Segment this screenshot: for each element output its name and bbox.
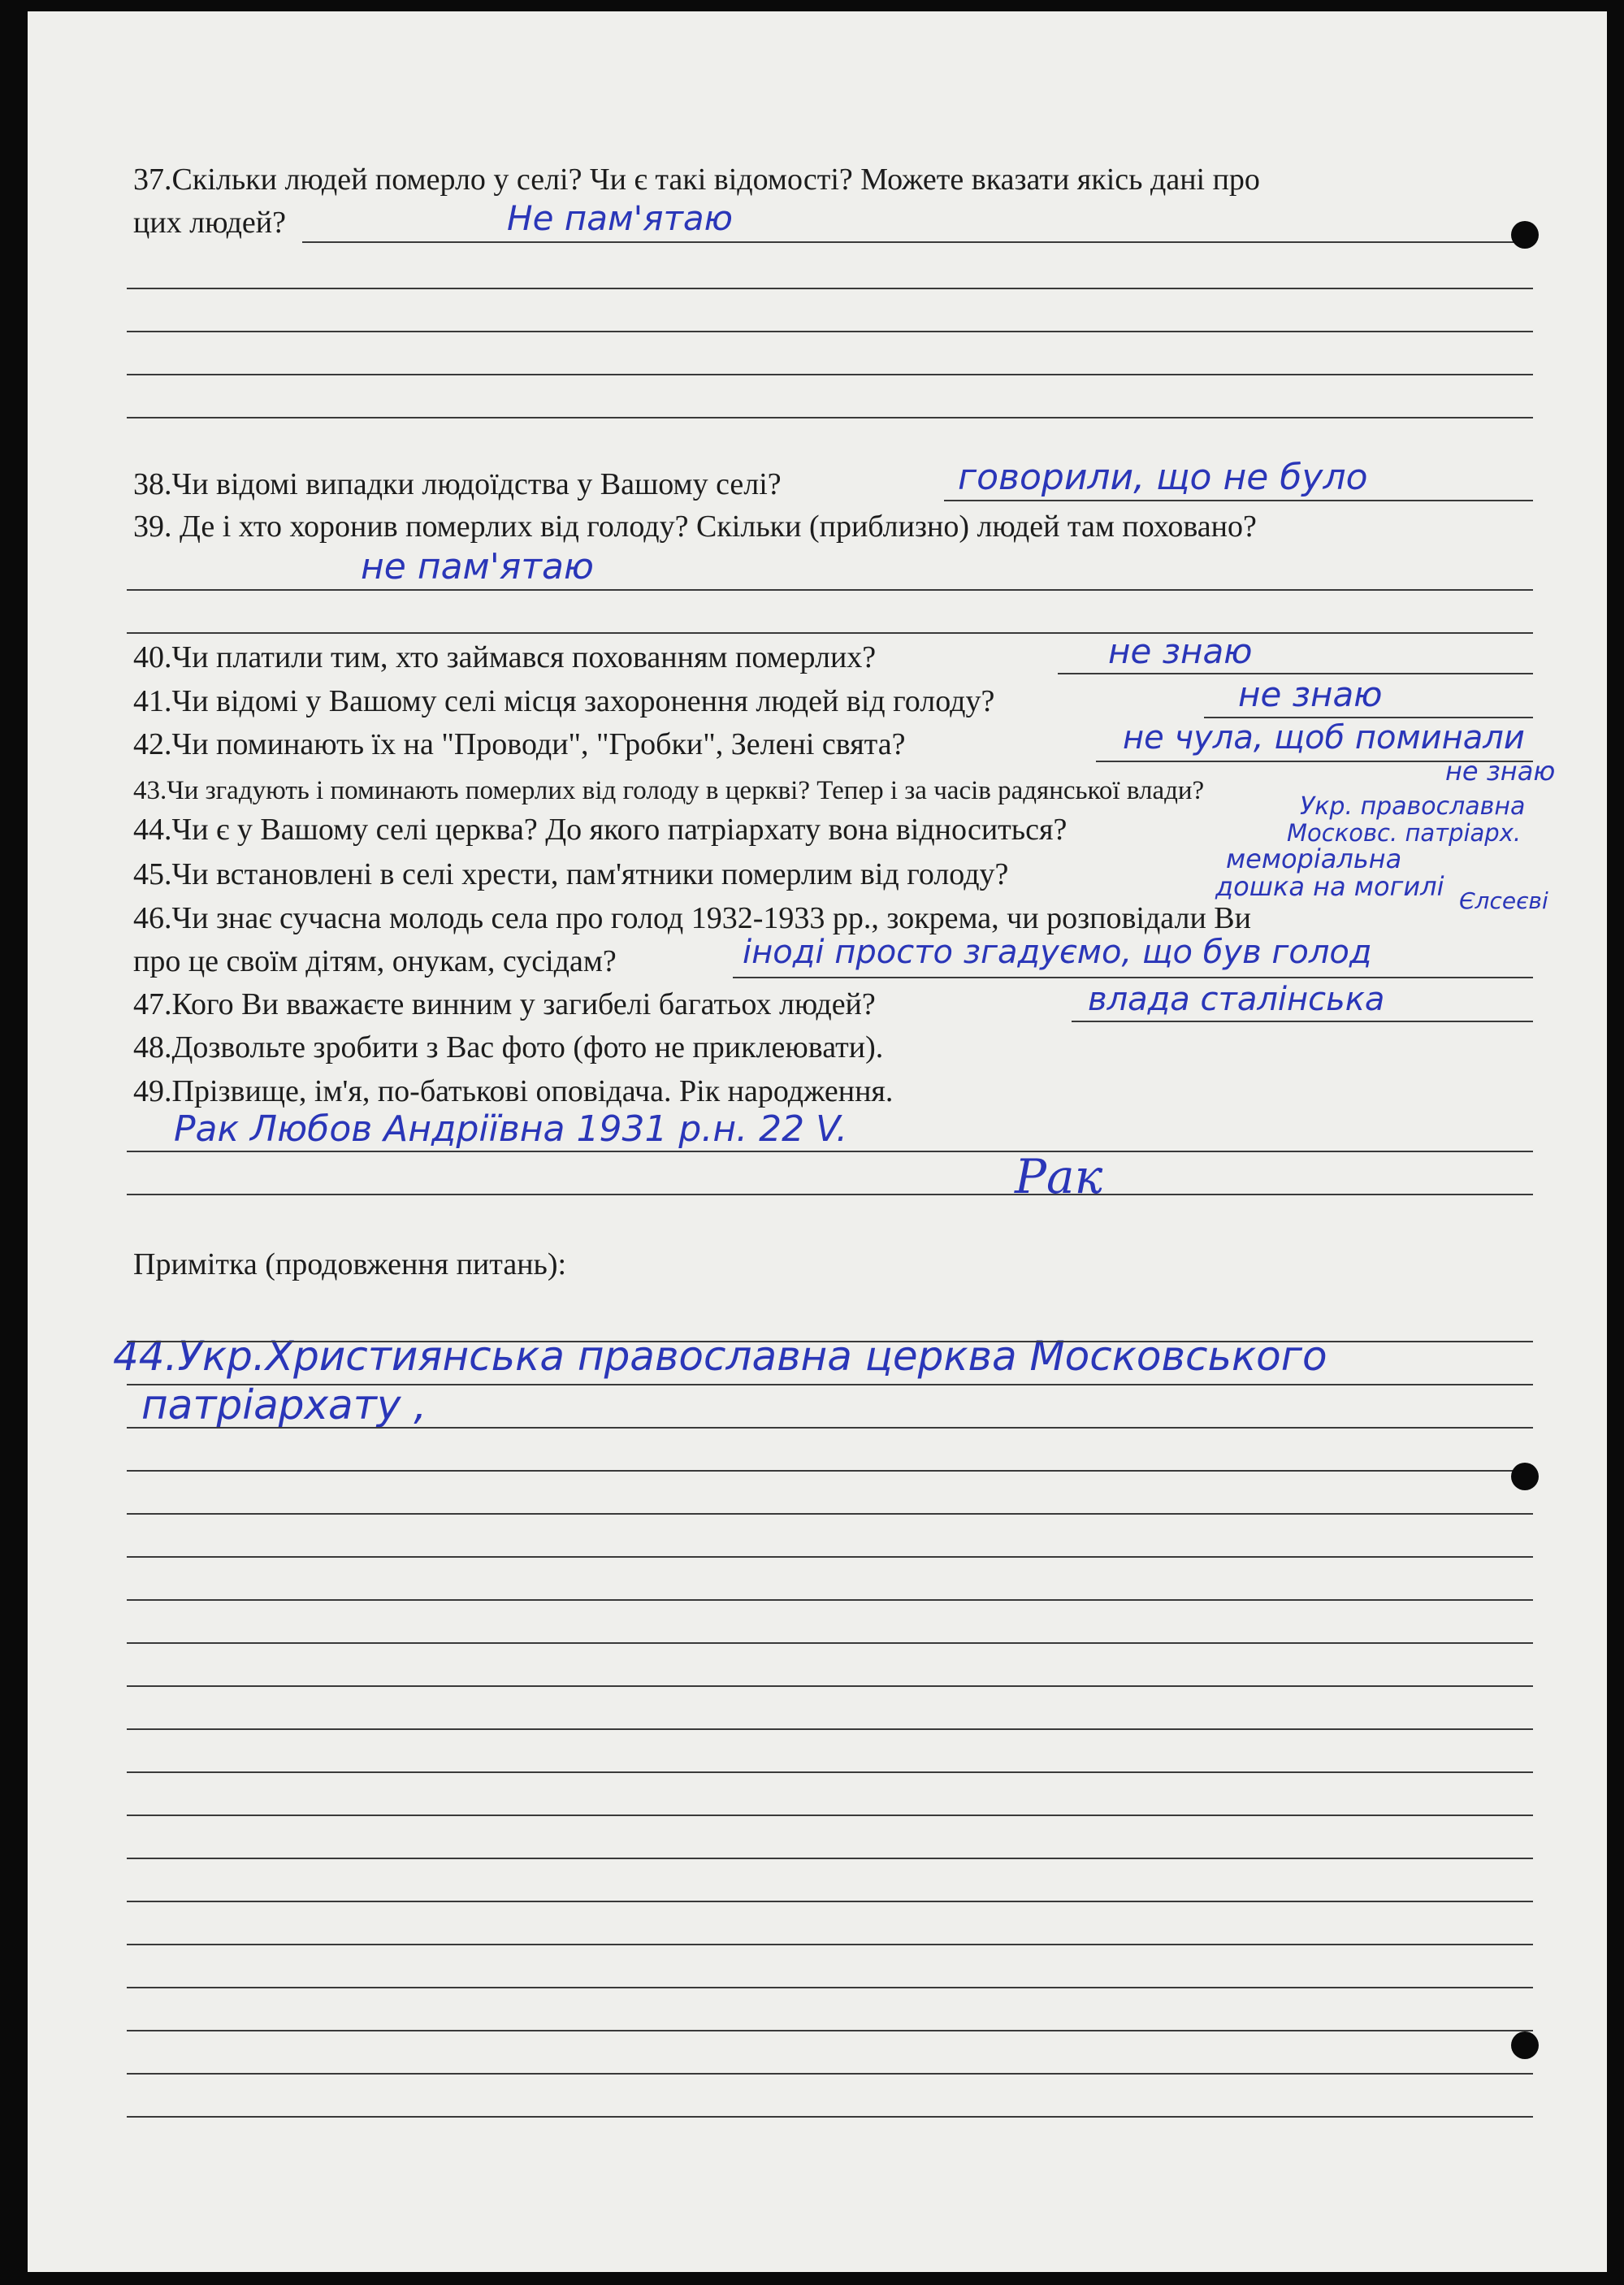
blank-line xyxy=(127,1858,1533,1859)
blank-line xyxy=(127,1642,1533,1644)
question-42: 42.Чи поминають їх на "Проводи", "Гробки", Зелені свята? xyxy=(133,727,906,761)
blank-line xyxy=(127,2073,1533,2075)
question-37: 37.Скільки людей померло у селі? Чи є такі відомості? Можете вказати якісь дані про xyxy=(133,163,1260,197)
punch-hole xyxy=(1511,1463,1539,1490)
answer-line xyxy=(733,977,1533,978)
blank-line xyxy=(127,1194,1533,1195)
punch-hole xyxy=(1511,221,1539,249)
punch-hole xyxy=(1511,2031,1539,2059)
blank-line xyxy=(127,2116,1533,2118)
blank-line xyxy=(127,417,1533,418)
blank-line xyxy=(127,1728,1533,1730)
blank-line xyxy=(127,1556,1533,1558)
blank-line xyxy=(127,1470,1533,1472)
blank-line xyxy=(127,1901,1533,1902)
blank-line xyxy=(127,1771,1533,1773)
answer-42: не чула, щоб поминали xyxy=(1123,719,1525,757)
question-39: 39. Де і хто хоронив померлих від голоду? Скільки (приблизно) людей там поховано? xyxy=(133,509,1257,544)
signature: Рак xyxy=(1015,1149,1103,1204)
question-41: 41.Чи відомі у Вашому селі місця захоронення людей від голоду? xyxy=(133,684,995,718)
blank-line xyxy=(127,1341,1533,1342)
answer-43: не знаю xyxy=(1445,756,1556,787)
blank-line xyxy=(127,1427,1533,1429)
question-47: 47.Кого Ви вважаєте винним у загибелі багатьох людей? xyxy=(133,987,876,1021)
answer-line xyxy=(1204,717,1533,718)
answer-line xyxy=(1072,1021,1533,1022)
answer-line xyxy=(127,1151,1533,1152)
answer-46: іноді просто згадуємо, що був голод xyxy=(743,934,1372,971)
question-45: 45.Чи встановлені в селі хрести, пам'ятники померлим від голоду? xyxy=(133,857,1009,891)
question-48: 48.Дозвольте зробити з Вас фото (фото не приклеювати). xyxy=(133,1030,884,1064)
blank-line xyxy=(127,374,1533,375)
note-answer-line1: 44.Укр.Християнська православна церква Московського xyxy=(113,1333,1327,1380)
answer-47: влада сталінська xyxy=(1088,981,1385,1018)
blank-line xyxy=(127,288,1533,289)
question-43: 43.Чи згадують і поминають померлих від голоду в церкві? Тепер і за часів радянської влади? xyxy=(133,776,1205,805)
blank-line xyxy=(127,1987,1533,1988)
answer-40: не знаю xyxy=(1108,631,1253,671)
blank-line xyxy=(127,1599,1533,1601)
note-answer-line2: патріархату , xyxy=(141,1381,427,1429)
answer-line xyxy=(302,241,1533,243)
blank-line xyxy=(127,2030,1533,2031)
answer-39: не пам'ятаю xyxy=(361,546,594,588)
question-38: 38.Чи відомі випадки людоїдства у Вашому селі? xyxy=(133,467,782,501)
answer-41: не знаю xyxy=(1238,674,1383,714)
blank-line xyxy=(127,1944,1533,1945)
answer-49: Рак Любов Андріївна 1931 р.н. 22 V. xyxy=(174,1108,848,1150)
answer-44-line2: Московс. патріарх. xyxy=(1287,819,1522,847)
answer-45-line2: дошка на могилі xyxy=(1215,871,1444,902)
answer-37: Не пам'ятаю xyxy=(507,198,734,238)
blank-line xyxy=(127,331,1533,332)
answer-45-line3: Єлсеєві xyxy=(1459,887,1548,914)
blank-line xyxy=(127,632,1533,634)
question-37-line2: цих людей? xyxy=(133,206,286,240)
question-46: 46.Чи знає сучасна молодь села про голод 1932-1933 рр., зокрема, чи розповідали Ви xyxy=(133,901,1251,935)
answer-44-line1: Укр. православна xyxy=(1300,792,1526,821)
blank-line xyxy=(127,1685,1533,1687)
answer-45-line1: меморіальна xyxy=(1226,843,1402,874)
answer-line xyxy=(944,500,1533,501)
question-40: 40.Чи платили тим, хто займався похованням померлих? xyxy=(133,640,877,674)
question-44: 44.Чи є у Вашому селі церква? До якого патріархату вона відноситься? xyxy=(133,813,1068,847)
question-46-line2: про це своїм дітям, онукам, сусідам? xyxy=(133,944,617,978)
answer-38: говорили, що не було xyxy=(958,457,1368,498)
blank-line xyxy=(127,1815,1533,1816)
question-49: 49.Прізвище, ім'я, по-батькові оповідача. Рік народження. xyxy=(133,1074,894,1108)
questionnaire-page xyxy=(28,11,1607,2272)
blank-line xyxy=(127,1384,1533,1385)
blank-line xyxy=(127,589,1533,591)
note-title: Примітка (продовження питань): xyxy=(133,1247,567,1281)
blank-line xyxy=(127,1513,1533,1515)
